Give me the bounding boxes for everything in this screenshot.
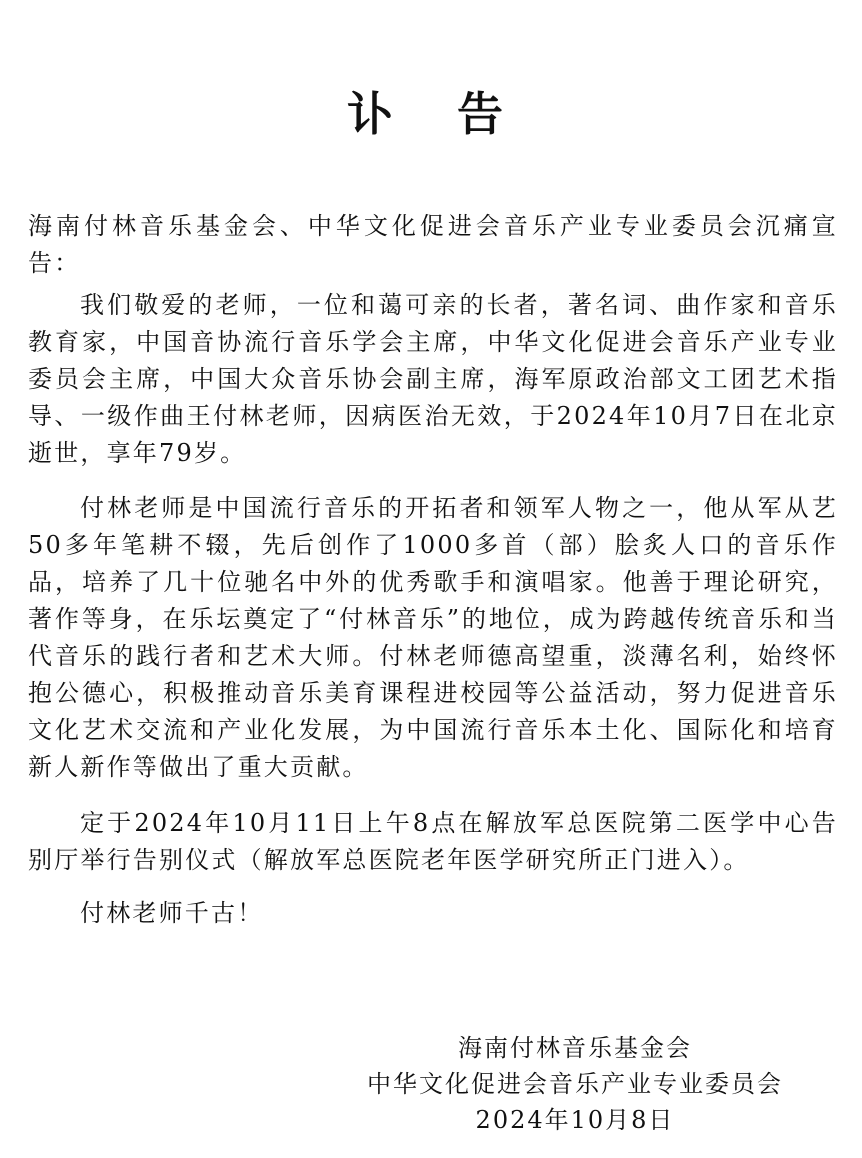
signature-org-2: 中华文化促进会音乐产业专业委员会 bbox=[367, 1070, 783, 1098]
signature-block bbox=[340, 1030, 810, 1138]
body-paragraph-2: 付林老师是中国流行音乐的开拓者和领军人物之一，他从军从艺50多年笔耕不辍，先后创作了1000多首（部）脍炙人口的音乐作品，培养了几十位驰名中外的优秀歌手和演唱家。他善于理论研究，著作等身，在乐坛奠定了“付林音乐”的地位，成为跨越传统音乐和当代音乐的践行者和艺术大师。付林老师德高望重，淡薄名利，始终怀抱公德心，积极推动音乐美育课程进校园等公益活动，努力促进音乐文化艺术交流和产业化发展，为中国流行音乐本土化、国际化和培育新人新作等做出了重大贡献。 bbox=[28, 494, 838, 781]
signature-org-1: 海南付林音乐基金会 bbox=[458, 1034, 692, 1062]
body-paragraph-3: 定于2024年10月11日上午8点在解放军总医院第二医学中心告别厅举行告别仪式（解放军总医院老年医学研究所正门进入）。 bbox=[28, 809, 838, 874]
document-title: 讣 告 bbox=[346, 87, 527, 141]
signature-date: 2024年10月8日 bbox=[475, 1106, 675, 1134]
closing-line: 付林老师千古！ bbox=[80, 899, 264, 927]
intro-paragraph: 海南付林音乐基金会、中华文化促进会音乐产业专业委员会沉痛宣告： bbox=[28, 212, 838, 277]
body-paragraph-1: 我们敬爱的老师，一位和蔼可亲的长者，著名词、曲作家和音乐教育家，中国音协流行音乐学会主席，中华文化促进会音乐产业专业委员会主席，中国大众音乐协会副主席，海军原政治部文工团艺术指导、一级作曲王付林老师，因病医治无效，于2024年10月7日在北京逝世，享年79岁。 bbox=[28, 291, 838, 467]
